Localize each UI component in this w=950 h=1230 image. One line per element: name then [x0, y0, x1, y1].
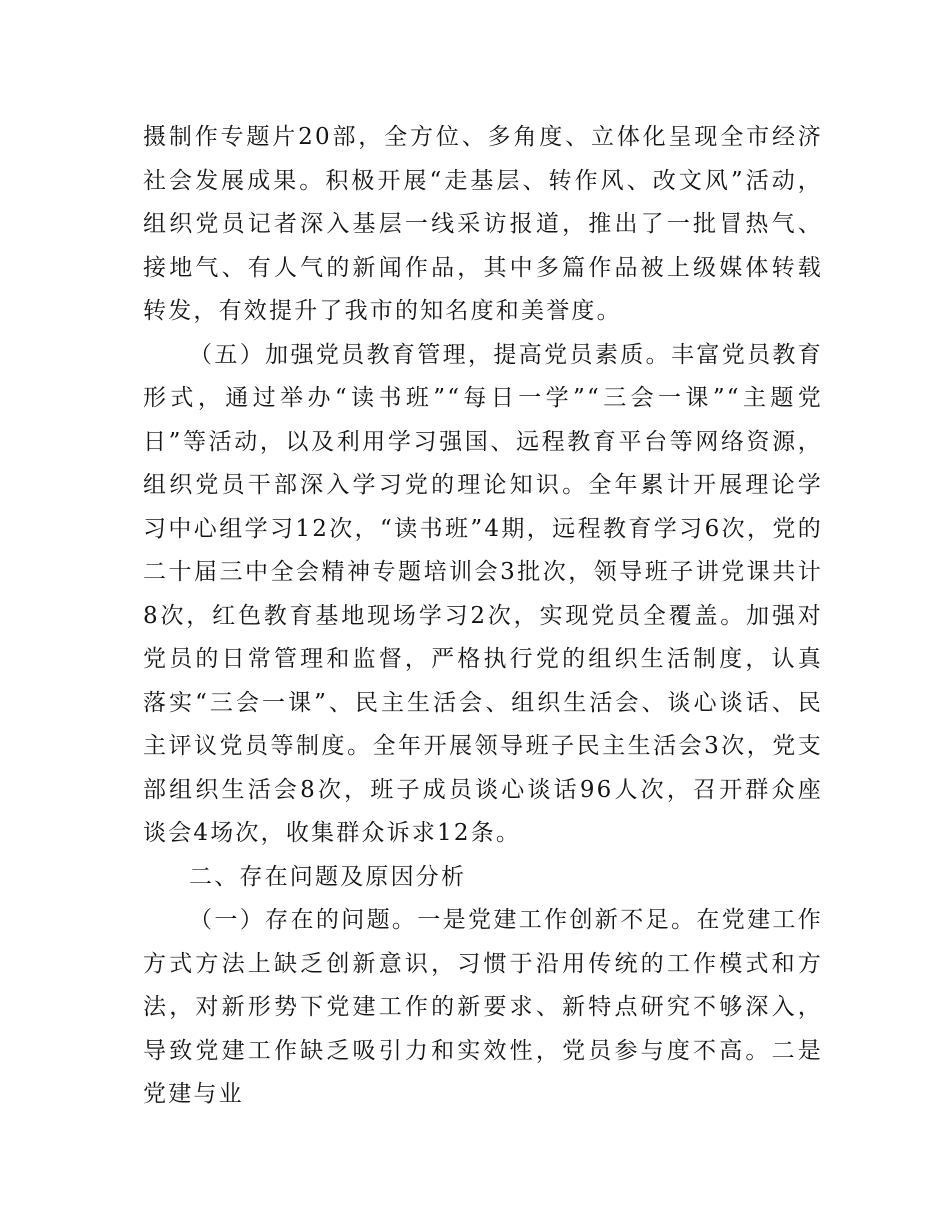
section-heading-problems: 二、存在问题及原因分析	[189, 863, 467, 890]
document-body	[143, 116, 823, 1117]
paragraph-existing-problems: （一）存在的问题。一是党建工作创新不足。在党建工作方式方法上缺乏创新意识，习惯于沿用传统的工作模式和方法，对新形势下党建工作的新要求、新特点研究不够深入，导致党建工作缺乏吸引力和实效性，党员参与度不高。二是党建与业	[143, 907, 823, 1107]
paragraph-party-education: （五）加强党员教育管理，提高党员素质。丰富党员教育形式，通过举办“读书班”“每日一学”“三会一课”“主题党日”等活动，以及利用学习强国、远程教育平台等网络资源，组织党员干部深入学习党的理论知识。全年累计开展理论学习中心组学习12次，“读书班”4期，远程教育学习6次，党的二十届三中全会精神专题培训会3批次，领导班子讲党课共计8次，红色教育基地现场学习2次，实现党员全覆盖。加强对党员的日常管理和监督，严格执行党的组织生活制度，认真落实“三会一课”、民主生活会、组织生活会、谈心谈话、民主评议党员等制度。全年开展领导班子民主生活会3次，党支部组织生活会8次，班子成员谈心谈话96人次，召开群众座谈会4场次，收集群众诉求12条。	[143, 341, 823, 846]
paragraph-continuation: 摄制作专题片20部，全方位、多角度、立体化呈现全市经济社会发展成果。积极开展“走基层、转作风、改文风”活动，组织党员记者深入基层一线采访报道，推出了一批冒热气、接地气、有人气的新闻作品，其中多篇作品被上级媒体转载转发，有效提升了我市的知名度和美誉度。	[143, 124, 823, 324]
